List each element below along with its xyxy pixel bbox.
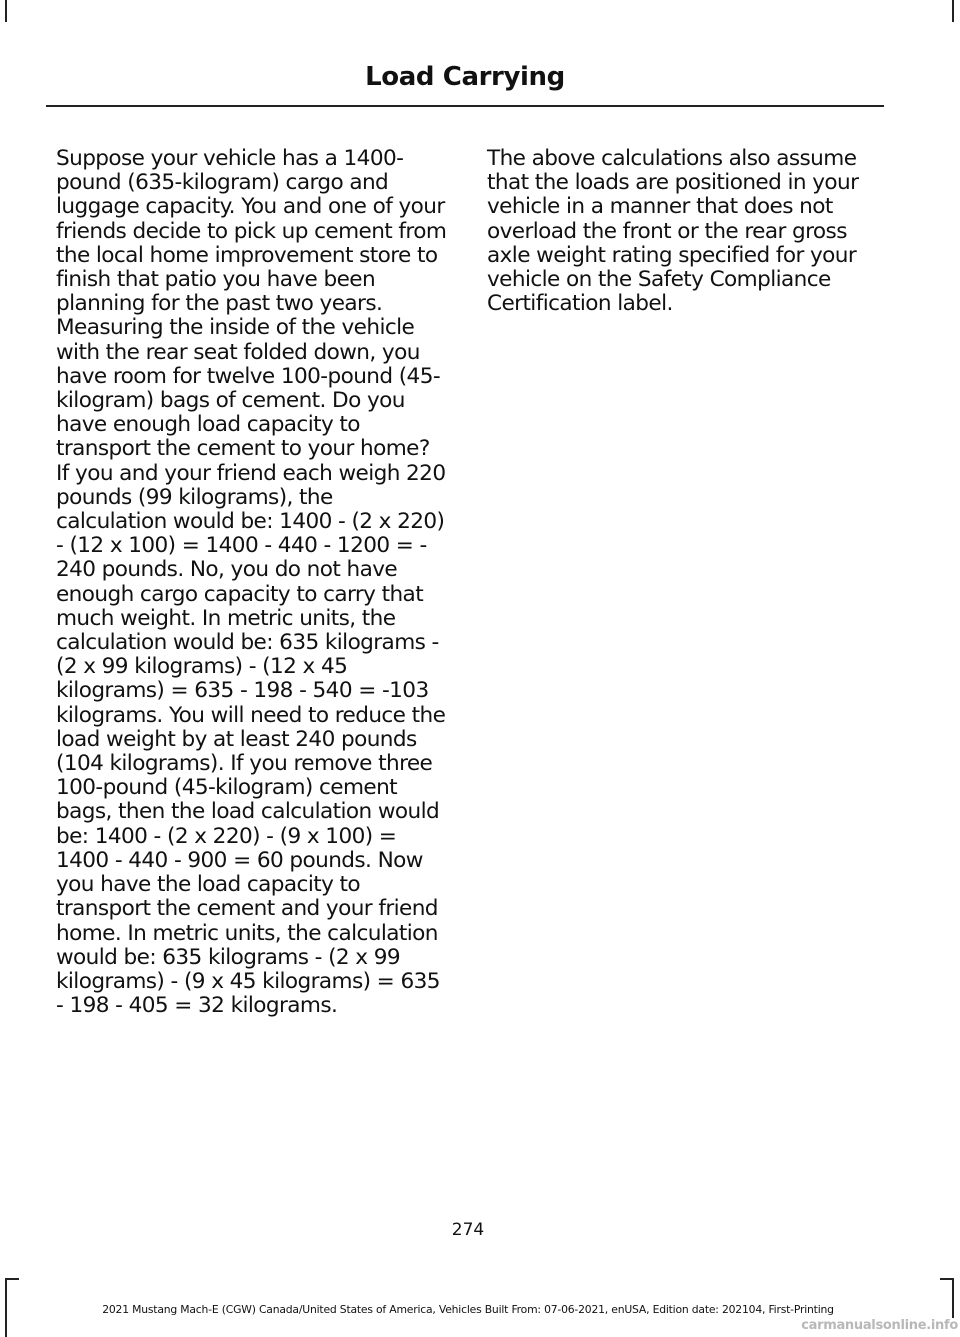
crop-mark-top-right-vertical (952, 0, 954, 22)
right-column-text: The above calculations also assume that the loads are positioned in your vehicle in a manner that does not overload the front or the rear gross axle weight rating specified for your vehicle on the Safety Compliance Certification label. (487, 146, 859, 317)
edition-footer: 2021 Mustang Mach-E (CGW) Canada/United States of America, Vehicles Built From: 07-06-2021, enUSA, Edition date: 202104, First-Printing (102, 1303, 834, 1316)
crop-mark-bottom-left-horizontal (5, 1278, 19, 1280)
page-number: 274 (451, 1220, 485, 1240)
crop-mark-bottom-right-vertical (952, 1278, 954, 1318)
header-divider (46, 105, 884, 107)
left-column-text: Suppose your vehicle has a 1400-pound (635-kilogram) cargo and luggage capacity. You and one of your friends decide to pick up cement from the local home improvement store to finish that patio you have been planning for the past two years. Measuring the inside of the vehicle with the rear seat folded down, you have room for twelve 100-pound (45-kilogram) bags of cement. Do you have enough load capacity to transport the cement to your home? If you and your friend each weigh 220 pounds (99 kilograms), the calculation would be: 1400 - (2 x 220) - (12 x 100) = 1400 - 440 - 1200 = - 240 pounds. No, you do not have enough cargo capacity to carry that much weight. In metric units, the calculation would be: 635 kilograms - (2 x 99 kilograms) - (12 x 45 kilograms) = 635 - 198 - 540 = -103 kilograms. You will need to reduce the load weight by at least 240 pounds (104 kilograms). If you remove three 100-pound (45-kilogram) cement bags, then the load calculation would be: 1400 - (2 x 220) - (9 x 100) = 1400 - 440 - 900 = 60 pounds. Now you have the load capacity to transport the cement and your friend home. In metric units, the calculation would be: 635 kilograms - (2 x 99 kilograms) - (9 x 45 kilograms) = 635 - 198 - 405 = 32 kilograms. (56, 146, 447, 1019)
watermark: carmanualsonline.info (801, 1318, 958, 1333)
crop-mark-top-left-vertical (5, 0, 7, 22)
page-header (46, 62, 884, 92)
page-title: Load Carrying (365, 62, 565, 92)
crop-mark-bottom-right-horizontal (940, 1278, 954, 1280)
